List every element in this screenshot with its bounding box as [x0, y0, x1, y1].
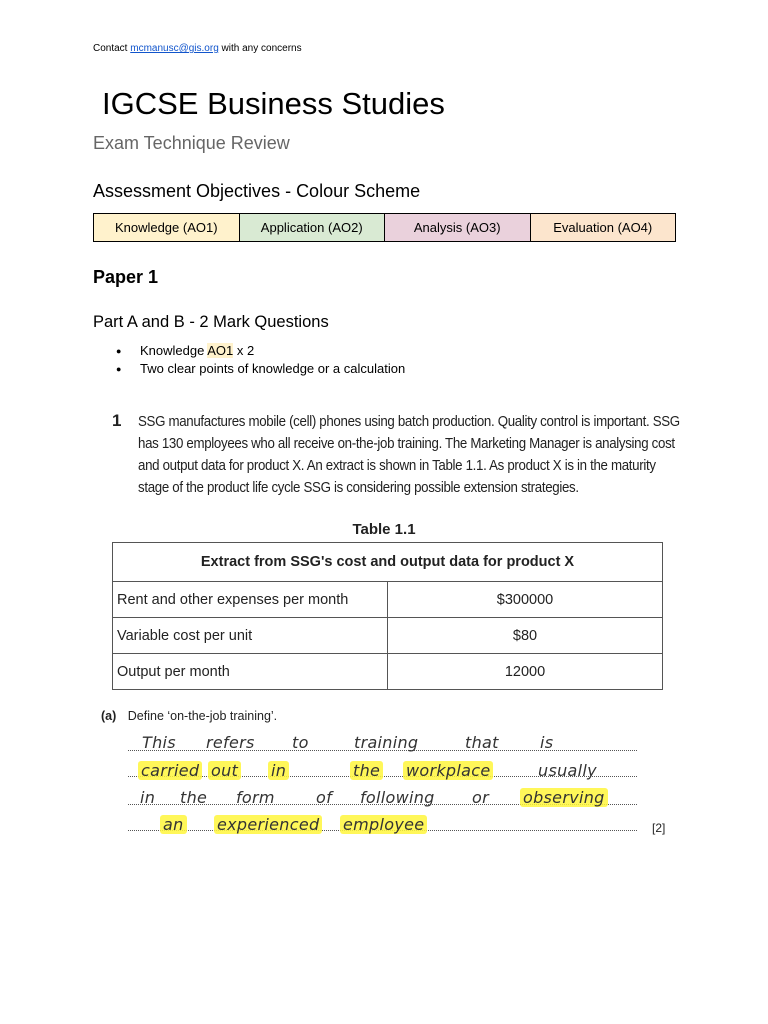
ao1-highlight: AO1	[207, 343, 234, 358]
handwritten-word: refers	[206, 733, 255, 752]
ao-heading: Assessment Objectives - Colour Scheme	[93, 181, 421, 201]
question-line: has 130 employees who all receive on-the-job training. The Marketing Manager is analysing cost	[138, 436, 675, 452]
table-header: Extract from SSG's cost and output data for product X	[113, 543, 663, 582]
handwritten-highlighted-word: an	[160, 815, 187, 834]
contact-prefix: Contact	[93, 43, 128, 54]
contact-email-link[interactable]: mcmanusc@gis.org	[130, 43, 219, 54]
handwritten-word: form	[236, 788, 275, 807]
product-x-table	[112, 542, 663, 690]
handwritten-word: or	[472, 788, 489, 807]
ao-colour-table	[93, 213, 676, 242]
row-label: Rent and other expenses per month	[113, 582, 388, 618]
handwritten-highlighted-word: observing	[520, 788, 608, 807]
handwritten-word: the	[180, 788, 208, 807]
question-line: stage of the product life cycle SSG is considering possible extension strategies.	[138, 480, 579, 496]
row-value: $80	[388, 618, 663, 654]
handwritten-word: following	[360, 788, 435, 807]
bullet-knowledge	[116, 342, 405, 360]
question-text	[138, 411, 680, 499]
part-a-text: Define ‘on-the-job training’.	[127, 709, 278, 723]
handwritten-word: that	[465, 733, 499, 752]
handwritten-word: This	[142, 733, 176, 752]
part-heading: Part A and B - 2 Mark Questions	[93, 313, 329, 331]
bullet-points-text: Two clear points of knowledge or a calculation	[140, 361, 406, 376]
part-a-letter: (a)	[101, 709, 117, 723]
handwritten-highlighted-word: workplace	[403, 761, 493, 780]
ao-cell-analysis: Analysis (AO3)	[385, 214, 531, 242]
bullet-points	[116, 360, 405, 378]
handwritten-highlighted-word: carried	[138, 761, 202, 780]
handwritten-highlighted-word: the	[350, 761, 383, 780]
contact-line	[93, 43, 302, 54]
handwritten-word: of	[316, 788, 333, 807]
ao-cell-application: Application (AO2)	[239, 214, 385, 242]
ao-cell-knowledge: Knowledge (AO1)	[94, 214, 240, 242]
handwritten-word: in	[140, 788, 156, 807]
table-header-row	[113, 543, 663, 582]
bullet-knowledge-count: x 2	[236, 343, 255, 358]
row-label: Output per month	[113, 654, 388, 690]
handwritten-highlighted-word: out	[208, 761, 241, 780]
table-row	[113, 618, 663, 654]
row-value: 12000	[388, 654, 663, 690]
question-line: and output data for product X. An extract is shown in Table 1.1. As product X is in the maturity	[138, 458, 656, 474]
contact-suffix: with any concerns	[221, 43, 302, 54]
bullet-knowledge-text: Knowledge	[140, 343, 205, 358]
ao-cell-evaluation: Evaluation (AO4)	[530, 214, 676, 242]
handwritten-word: training	[354, 733, 419, 752]
question-line: SSG manufactures mobile (cell) phones using batch production. Quality control is important. SSG	[138, 414, 680, 430]
handwritten-word: usually	[538, 761, 597, 780]
bullet-list	[116, 342, 405, 378]
row-value: $300000	[388, 582, 663, 618]
handwritten-word: is	[540, 733, 554, 752]
part-a-prompt	[101, 709, 277, 723]
handwritten-highlighted-word: in	[268, 761, 289, 780]
ao-row	[94, 214, 676, 242]
row-label: Variable cost per unit	[113, 618, 388, 654]
table-row	[113, 654, 663, 690]
page-title: IGCSE Business Studies	[102, 86, 445, 121]
handwritten-highlighted-word: employee	[340, 815, 427, 834]
handwritten-word: to	[292, 733, 309, 752]
handwritten-highlighted-word: experienced	[214, 815, 322, 834]
table-row	[113, 582, 663, 618]
table-caption: Table 1.1	[352, 521, 416, 538]
marks-label: [2]	[652, 821, 666, 835]
paper-heading: Paper 1	[93, 267, 159, 287]
question-number: 1	[112, 411, 122, 430]
page-subtitle: Exam Technique Review	[93, 133, 290, 153]
